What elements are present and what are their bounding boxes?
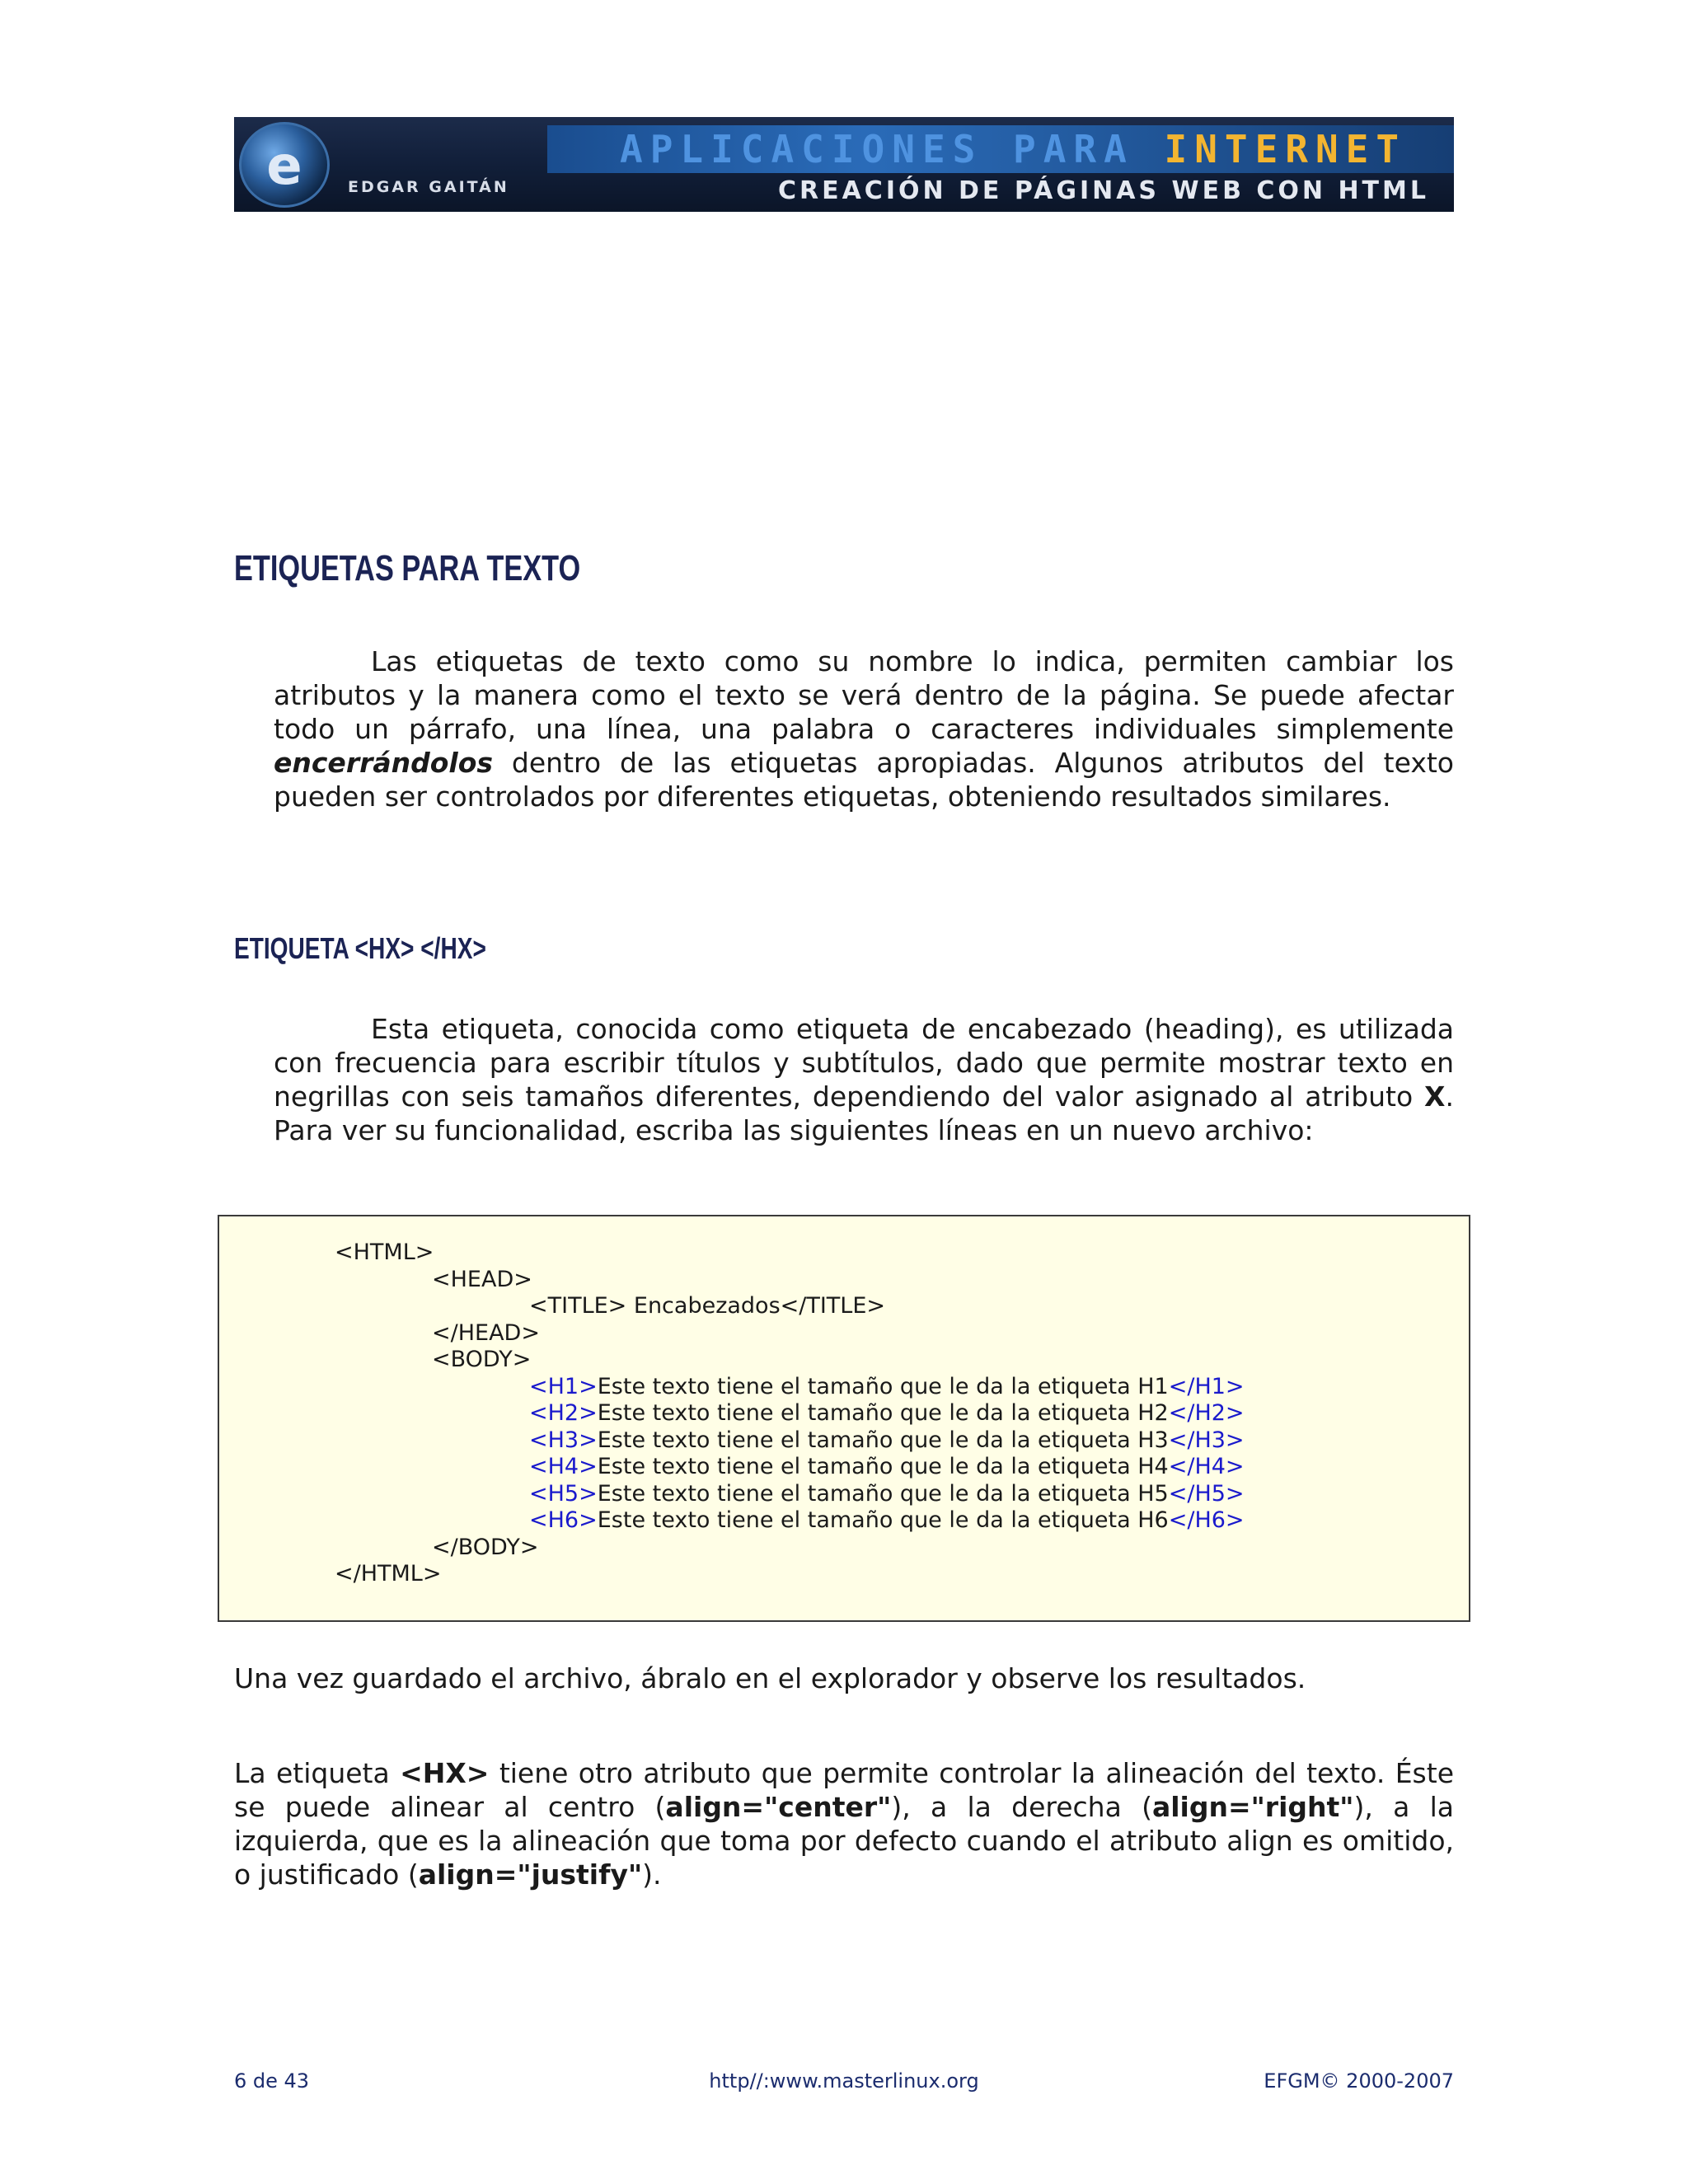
code-line-h1 xyxy=(529,1374,1245,1400)
code-line-text: Este texto tiene el tamaño que le da la etiqueta H1 xyxy=(597,1374,1169,1399)
banner-author: EDGAR GAITÁN xyxy=(348,178,509,196)
hx-text-before: Esta etiqueta, conocida como etiqueta de encabezado (heading), es utilizada con frecuencia para escribir títulos y subtítulos, dado que permite mostrar texto en negrillas con seis tamaños diferentes, dependiendo del valor asignado al atributo xyxy=(274,1013,1454,1113)
code-tag-open: <H2> xyxy=(529,1400,598,1426)
code-line-h5 xyxy=(529,1481,1245,1507)
align-text-3: ), a la derecha ( xyxy=(891,1791,1152,1823)
banner-subtitle: CREACIÓN DE PÁGINAS WEB CON HTML xyxy=(777,176,1429,205)
code-tag-open: <H3> xyxy=(529,1427,598,1453)
code-tag-close: </H6> xyxy=(1168,1507,1245,1533)
code-line-body-close: </BODY> xyxy=(432,1535,539,1560)
header-banner xyxy=(234,117,1454,212)
align-bold-center: align="center" xyxy=(665,1791,892,1823)
code-tag-close: </H5> xyxy=(1168,1481,1245,1507)
code-line-text: Este texto tiene el tamaño que le da la etiqueta H4 xyxy=(597,1454,1169,1479)
code-tag-open: <H6> xyxy=(529,1507,598,1533)
section-title-etiqueta-hx: ETIQUETA <HX> </HX> xyxy=(234,931,486,965)
code-line-html-open: <HTML> xyxy=(335,1240,434,1265)
code-line-text: Este texto tiene el tamaño que le da la etiqueta H5 xyxy=(597,1481,1169,1507)
align-bold-hx: <HX> xyxy=(400,1757,490,1789)
align-text-4: ), a la izquierda, que es la alineación que toma por defecto cuando el atributo align es omitido, o justificado ( xyxy=(234,1791,1454,1891)
code-line-html-close: </HTML> xyxy=(335,1561,442,1586)
align-bold-right: align="right" xyxy=(1151,1791,1354,1823)
align-text-2: tiene otro atributo que permite controlar la alineación del texto. Éste se puede alinear al centro ( xyxy=(234,1757,1454,1823)
intro-text-before: Las etiquetas de texto como su nombre lo indica, permiten cambiar los atributos y la manera como el texto se verá dentro de la página. Se puede afectar todo un párrafo, una línea, una palabra o caracteres individuales simplemente xyxy=(274,645,1454,745)
code-line-h6 xyxy=(529,1507,1245,1534)
code-tag-close: </H4> xyxy=(1168,1454,1245,1479)
code-line-head-close: </HEAD> xyxy=(432,1320,540,1346)
code-line-text: Este texto tiene el tamaño que le da la etiqueta H6 xyxy=(597,1507,1169,1533)
intro-text-emphasis: encerrándolos xyxy=(274,747,494,779)
code-tag-close: </H2> xyxy=(1168,1400,1245,1426)
code-line-text: Este texto tiene el tamaño que le da la etiqueta H2 xyxy=(597,1400,1169,1426)
banner-title-part2: INTERNET xyxy=(1164,127,1407,171)
footer-copyright: EFGM© 2000-2007 xyxy=(1264,2069,1454,2093)
code-tag-close: </H1> xyxy=(1168,1374,1245,1399)
code-line-head-open: <HEAD> xyxy=(432,1267,532,1292)
code-line-h3 xyxy=(529,1427,1245,1454)
code-line-title: <TITLE> Encabezados</TITLE> xyxy=(529,1293,886,1319)
code-line-h4 xyxy=(529,1454,1245,1480)
footer-url: http//:www.masterlinux.org xyxy=(709,2069,979,2093)
hx-text-bold-x: X xyxy=(1424,1080,1446,1113)
intro-text-after: dentro de las etiquetas apropiadas. Algunos atributos del texto pueden ser controlados por diferentes etiquetas, obteniendo resultados similares. xyxy=(274,747,1454,813)
code-line-text: Este texto tiene el tamaño que le da la etiqueta H3 xyxy=(597,1427,1169,1453)
logo-letter: e xyxy=(266,136,302,197)
banner-title-part1: APLICACIONES PARA xyxy=(620,127,1165,171)
code-line-body-open: <BODY> xyxy=(432,1347,532,1372)
intro-paragraph xyxy=(274,644,1454,813)
section-title-etiquetas-texto: ETIQUETAS PARA TEXTO xyxy=(234,548,581,588)
code-example-box xyxy=(218,1215,1470,1622)
hx-text-after: . Para ver su funcionalidad, escriba las siguientes líneas en un nuevo archivo: xyxy=(274,1080,1454,1146)
logo-e-icon xyxy=(239,122,330,208)
code-tag-open: <H1> xyxy=(529,1374,598,1399)
footer-page-number: 6 de 43 xyxy=(234,2069,310,2093)
align-bold-justify: align="justify" xyxy=(418,1858,643,1891)
align-text-1: La etiqueta xyxy=(234,1757,401,1789)
code-tag-open: <H4> xyxy=(529,1454,598,1479)
alignment-paragraph xyxy=(234,1756,1454,1891)
code-tag-open: <H5> xyxy=(529,1481,598,1507)
align-text-5: ). xyxy=(642,1858,662,1891)
hx-description-paragraph xyxy=(274,1012,1454,1147)
code-line-h2 xyxy=(529,1400,1245,1427)
banner-title xyxy=(620,125,1406,173)
after-code-paragraph: Una vez guardado el archivo, ábralo en el explorador y observe los resultados. xyxy=(234,1662,1306,1694)
code-tag-close: </H3> xyxy=(1168,1427,1245,1453)
